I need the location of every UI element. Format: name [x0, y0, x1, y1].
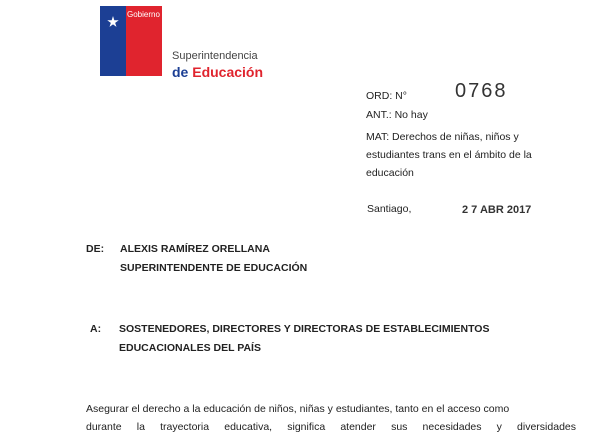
logo-text: Gobierno de Chile [127, 10, 192, 19]
from-label: DE: [86, 243, 105, 255]
to-label: A: [90, 323, 102, 335]
mat-subject: MAT: Derechos de niñas, niños y estudiantes trans en el ámbito de la educación [366, 131, 532, 179]
from-role: SUPERINTENDENTE DE EDUCACIÓN [120, 262, 308, 274]
body-paragraph-line2: durante la trayectoria educativa, significa atender sus necesidades y diversidades [86, 421, 576, 433]
to-recipients-line2: EDUCACIONALES DEL PAÍS [119, 342, 261, 354]
date-stamp: 2 7 ABR 2017 [462, 204, 532, 216]
agency-title-line2 [172, 64, 263, 80]
body-paragraph-line1: Asegurar el derecho a la educación de niños, niñas y estudiantes, tanto en el acceso como [86, 403, 510, 415]
to-recipients-line1: SOSTENEDORES, DIRECTORES Y DIRECTORAS DE ESTABLECIMIENTOS [119, 323, 490, 335]
agency-title-main: Educación [192, 64, 264, 80]
logo-blue-lower-panel [100, 42, 126, 76]
agency-title-prefix: de [172, 64, 193, 80]
from-name: ALEXIS RAMÍREZ ORELLANA [120, 243, 270, 255]
agency-title-line1: Superintendencia [172, 50, 258, 62]
ord-number: 0768 [455, 80, 508, 102]
ord-label: ORD: N° [366, 90, 407, 102]
ant-line: ANT.: No hay [366, 109, 428, 121]
place-label: Santiago, [367, 203, 412, 215]
